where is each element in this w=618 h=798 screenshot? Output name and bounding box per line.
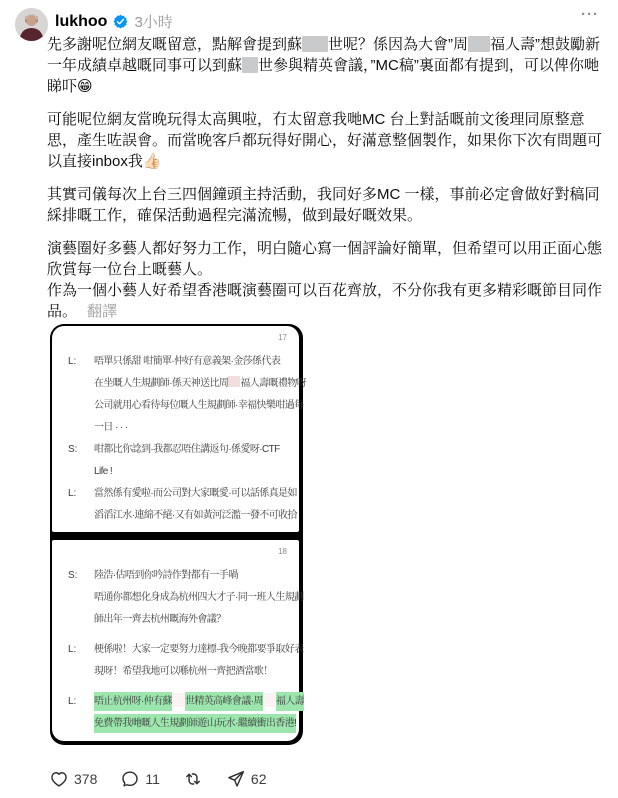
redaction-box	[228, 376, 240, 387]
heart-icon	[49, 769, 69, 789]
repost-button[interactable]	[183, 769, 203, 789]
translate-link[interactable]: 翻譯	[87, 303, 118, 320]
post-paragraph	[47, 184, 603, 226]
comment-button[interactable]	[120, 769, 160, 789]
more-options-button[interactable]: ···	[581, 6, 599, 23]
dialogue-line	[94, 713, 297, 735]
text-segment: 陸浩·估唔到你吟詩作對都有一手喎	[94, 570, 238, 581]
speaker-label: L:	[68, 488, 77, 499]
dialogue-line	[94, 373, 307, 395]
script-page	[52, 540, 305, 741]
text-segment: 在坐嘅人生規劃師·係天神送比周	[94, 378, 229, 389]
text-segment: 演藝圈好多藝人都好努力工作，明白隨心寫一個評論好簡單，但希望可以用正面心態欣賞每一位台上嘅藝人。	[47, 240, 603, 278]
speaker-label: L:	[68, 356, 77, 367]
dialogue-line	[94, 505, 297, 527]
avatar[interactable]	[15, 8, 48, 41]
dialogue-line	[94, 351, 287, 373]
redaction-gap	[263, 693, 276, 707]
like-count: 378	[74, 771, 98, 787]
text-segment: Life !	[94, 466, 113, 477]
post-paragraph	[47, 280, 603, 322]
text-segment: 先多謝呢位網友嘅留意，點解會提到蘇	[47, 36, 303, 53]
page-number: 18	[278, 547, 287, 556]
redaction-gap	[172, 693, 185, 707]
post-paragraph	[47, 238, 603, 280]
share-button[interactable]	[226, 769, 267, 789]
text-segment: 師出年一齊去杭州嘅海外會議？	[94, 614, 226, 625]
speaker-label: L:	[68, 644, 77, 655]
highlighted-text-segment: 唔止杭州呀·仲有蘇	[94, 692, 172, 711]
dialogue-line	[94, 587, 304, 609]
text-segment: 咁都比你諗到·我都忍唔住講返句·係愛呀·CTF	[94, 444, 280, 455]
text-segment: 唔通你都想化身成為杭州四大才子·同一班人生規劃	[94, 592, 304, 603]
post-text	[47, 34, 603, 322]
highlighted-text-segment: 世精英高峰會議·周	[185, 692, 263, 711]
dialogue-row	[68, 691, 305, 735]
speaker-label: S:	[68, 570, 78, 581]
highlighted-text-segment: 福人壽	[276, 692, 304, 711]
verified-badge-icon	[113, 14, 128, 29]
redaction-box	[468, 36, 490, 52]
text-segment: 現呀！希望我地可以喺杭州一齊把酒當歌！	[94, 666, 273, 677]
text-segment: 福人壽嘅禮物呀	[240, 378, 307, 389]
dialogue-lines	[94, 639, 304, 683]
text-segment: 世參與精英會議，”MC稿”裏面都有提到，可以俾你哋睇吓	[47, 57, 599, 95]
dialogue-lines	[94, 691, 305, 735]
script-page	[52, 326, 307, 532]
send-icon	[226, 769, 246, 789]
emoji: 😁	[77, 78, 93, 95]
dialogue-line	[94, 461, 287, 483]
dialogue-lines	[94, 483, 297, 527]
highlighted-text-segment: 免費帶我哋嘅人生規劃師遊山玩水·繼續衝出香港!	[94, 714, 296, 733]
post-paragraph	[47, 109, 603, 172]
text-segment: 公司就用心看待每位嘅人生規劃師·幸福快樂咁過每	[94, 400, 304, 411]
text-segment: 滔滔江水·連綿不絕·又有如黃河泛濫一發不可收拾	[94, 510, 297, 521]
dialogue-line	[94, 691, 305, 713]
dialogue-line	[94, 483, 297, 505]
emoji: 👍🏻	[142, 153, 162, 170]
text-segment: 可能呢位網友當晚玩得太高興啦，冇太留意我哋MC 台上對話嘅前文後理同原整意思，產生咗誤會。而當晚客戶都玩得好開心，好滿意整個製作，如果你下次有問題可以直接inbox我	[47, 111, 603, 170]
dialogue-line	[94, 661, 287, 683]
speaker-label: L:	[68, 696, 77, 707]
dialogue-lines	[94, 439, 287, 483]
comment-count: 11	[145, 771, 160, 787]
text-segment: 當然係有愛啦·而公司對大家嘅愛·可以話係真是如	[94, 488, 297, 499]
avatar-photo	[15, 8, 48, 41]
text-segment: 梗係啦！大家一定要努力達標·我今晚都要爭取好表	[94, 644, 304, 655]
dialogue-lines	[94, 351, 307, 439]
page-number: 17	[278, 333, 287, 342]
text-segment: 唔單只係甜 咁簡單·仲好有意義架·金莎係代表	[94, 356, 281, 367]
redaction-box	[242, 57, 258, 73]
repost-icon	[183, 769, 203, 789]
dialogue-line	[94, 609, 287, 631]
text-segment: 世呢？係因為大會”周	[328, 36, 469, 53]
dialogue-line	[94, 565, 287, 587]
engagement-bar	[49, 769, 266, 789]
text-segment: 作為一個小藝人好希望香港嘅演藝圈可以百花齊放，不分你我有更多精彩嘅節目同作品。	[47, 282, 603, 320]
timestamp: 3小時	[134, 14, 173, 31]
post-paragraph	[47, 34, 603, 97]
text-segment: 其實司儀每次上台三四個鐘頭主持活動，我同好多MC 一樣，事前必定會做好對稿同綵排嘅工作，確保活動過程完滿流暢，做到最好嘅效果。	[47, 186, 600, 224]
text-segment: 福人壽”想鼓勵新一年成績卓越嘅同事可以到蘇	[47, 36, 601, 74]
dialogue-line	[94, 395, 304, 417]
redaction-box	[302, 36, 328, 52]
dialogue-row	[68, 565, 304, 631]
dialogue-line	[94, 417, 287, 439]
username[interactable]: lukhoo	[55, 12, 108, 30]
dialogue-row	[68, 639, 304, 683]
post-image[interactable]	[50, 324, 307, 745]
dialogue-line	[94, 439, 287, 461]
share-count: 62	[250, 771, 267, 787]
dialogue-row	[68, 483, 297, 527]
dialogue-row	[68, 439, 287, 483]
like-button[interactable]	[49, 769, 97, 789]
dialogue-row	[68, 351, 307, 439]
dialogue-lines	[94, 565, 304, 631]
comment-icon	[120, 769, 140, 789]
speaker-label: S:	[68, 444, 78, 455]
text-segment: 一日 · · ·	[94, 422, 128, 433]
dialogue-line	[94, 639, 304, 661]
